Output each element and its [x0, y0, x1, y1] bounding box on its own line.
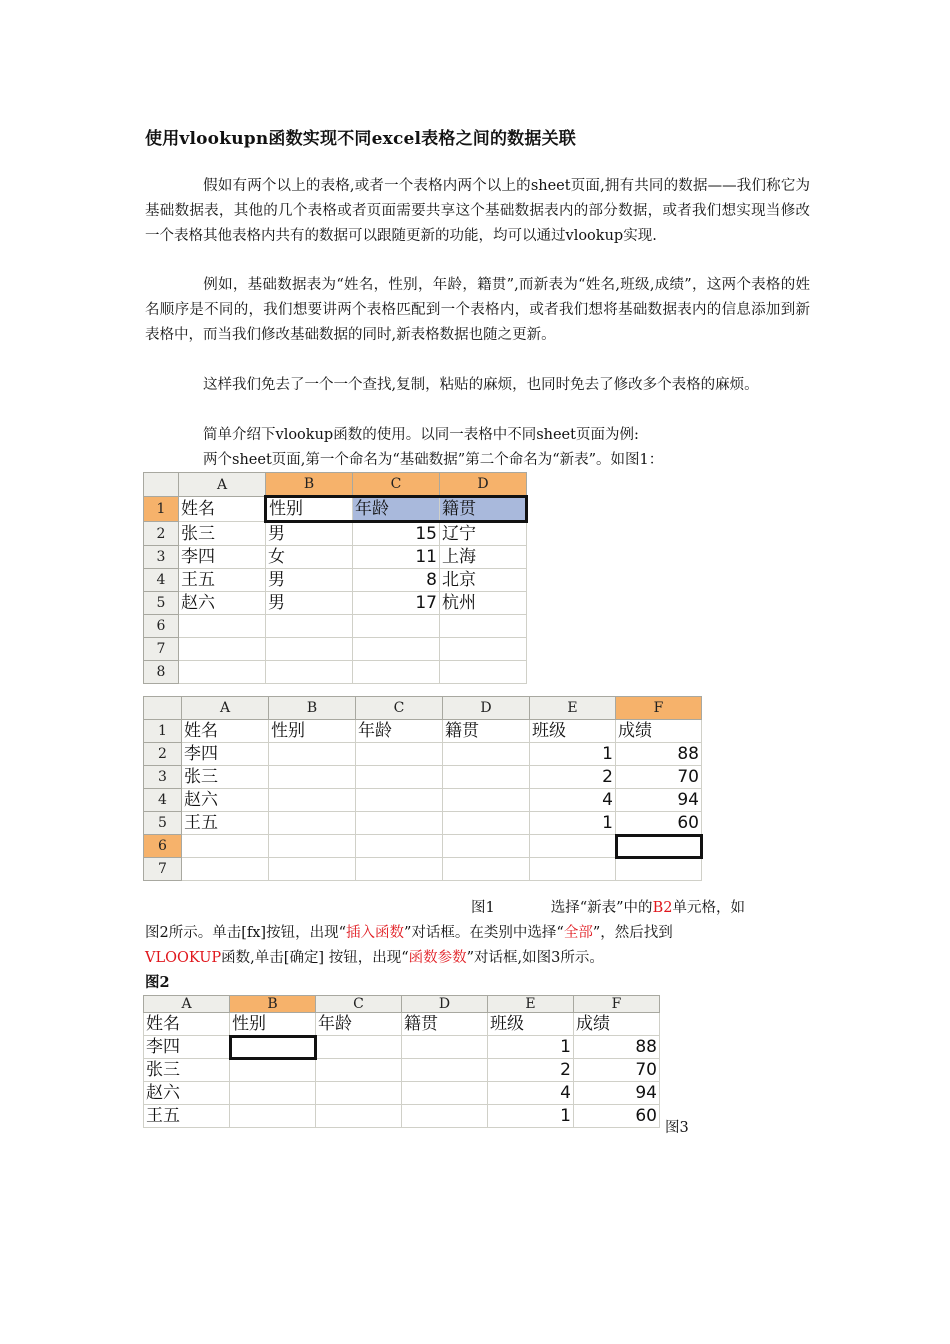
cell[interactable]: 赵六	[179, 592, 266, 615]
cell-ref-b2: B2	[652, 900, 673, 916]
cell-active-f6[interactable]	[616, 835, 702, 858]
cell[interactable]: 王五	[144, 1105, 230, 1128]
row-header[interactable]: 3	[144, 546, 179, 569]
cell[interactable]: 赵六	[182, 789, 269, 812]
cell[interactable]	[316, 1036, 402, 1059]
row-header[interactable]: 7	[144, 638, 179, 661]
cell[interactable]: 94	[574, 1082, 660, 1105]
cell[interactable]: 上海	[440, 546, 527, 569]
cell[interactable]: 籍贯	[443, 720, 530, 743]
cell[interactable]: 男	[266, 592, 353, 615]
paragraph-intro: 假如有两个以上的表格,或者一个表格内两个以上的sheet页面,拥有共同的数据——我们称它为基础数据表，其他的几个表格或者页面需要共享这个基础数据表内的部分数据，或者我们想实现当修改一个表格其他表格内共有的数据可以跟随更新的功能，均可以通过vlookup实现.	[145, 178, 810, 244]
col-header-a[interactable]: A	[179, 473, 266, 497]
cell[interactable]: 籍贯	[402, 1013, 488, 1036]
cell[interactable]: 1	[488, 1036, 574, 1059]
cell[interactable]	[179, 638, 266, 661]
cell[interactable]: 17	[353, 592, 440, 615]
cell[interactable]: 张三	[182, 766, 269, 789]
cell[interactable]	[356, 789, 443, 812]
instruction-text: 图2所示。单击[fx]按钮，出现“	[145, 925, 346, 941]
cell[interactable]: 李四	[144, 1036, 230, 1059]
col-header-f[interactable]: F	[616, 697, 702, 720]
col-header-a[interactable]: A	[144, 996, 230, 1013]
cell-selected[interactable]: 年龄	[353, 497, 440, 522]
cell[interactable]	[443, 858, 530, 881]
cell[interactable]: 班级	[530, 720, 616, 743]
cell[interactable]	[443, 766, 530, 789]
function-params-label: 函数参数	[408, 950, 467, 966]
row-header[interactable]: 3	[144, 766, 182, 789]
row-header[interactable]: 1	[144, 720, 182, 743]
cell[interactable]	[230, 1105, 316, 1128]
cell[interactable]: 8	[353, 569, 440, 592]
cell-active-b2[interactable]	[230, 1036, 316, 1059]
cell[interactable]: 李四	[182, 743, 269, 766]
cell[interactable]	[530, 858, 616, 881]
col-header-d[interactable]: D	[443, 697, 530, 720]
cell[interactable]	[182, 835, 269, 858]
cell[interactable]	[316, 1059, 402, 1082]
col-header-b[interactable]: B	[230, 996, 316, 1013]
cell[interactable]: 94	[616, 789, 702, 812]
cell[interactable]: 成绩	[574, 1013, 660, 1036]
cell[interactable]	[316, 1105, 402, 1128]
cell[interactable]: 70	[616, 766, 702, 789]
row-header[interactable]: 5	[144, 812, 182, 835]
cell[interactable]	[266, 638, 353, 661]
cell[interactable]: 性别	[230, 1013, 316, 1036]
instruction-text: ”对话框,如图3所示。	[466, 950, 604, 966]
cell[interactable]: 88	[574, 1036, 660, 1059]
cell[interactable]: 88	[616, 743, 702, 766]
insert-function-label: 插入函数	[346, 925, 404, 941]
cell[interactable]	[530, 835, 616, 858]
cell[interactable]: 11	[353, 546, 440, 569]
col-header-c[interactable]: C	[316, 996, 402, 1013]
cell-selected[interactable]: 性别	[266, 497, 353, 522]
vlookup-label: VLOOKUP	[145, 950, 222, 966]
cell[interactable]: 年龄	[316, 1013, 402, 1036]
figure-1-label: 图1	[471, 900, 495, 916]
row-header[interactable]: 2	[144, 743, 182, 766]
cell-selected[interactable]: 籍贯	[440, 497, 527, 522]
figure-2-label: 图2	[145, 974, 170, 991]
cell[interactable]	[356, 812, 443, 835]
cell[interactable]	[353, 661, 440, 684]
sheet-figure-2	[143, 995, 660, 1128]
cell[interactable]: 北京	[440, 569, 527, 592]
cell[interactable]: 70	[574, 1059, 660, 1082]
paragraph-sheets: 两个sheet页面,第一个命名为“基础数据”第二个命名为“新表”。如图1：	[203, 452, 664, 468]
cell[interactable]	[356, 858, 443, 881]
cell[interactable]	[316, 1082, 402, 1105]
cell[interactable]	[440, 615, 527, 638]
col-header-b[interactable]: B	[269, 697, 356, 720]
row-header[interactable]: 7	[144, 858, 182, 881]
cell[interactable]: 女	[266, 546, 353, 569]
figure-3-label: 图3	[665, 1120, 689, 1136]
cell[interactable]	[402, 1059, 488, 1082]
cell[interactable]: 2	[530, 766, 616, 789]
cell[interactable]: 成绩	[616, 720, 702, 743]
row-header[interactable]: 4	[144, 569, 179, 592]
row-header[interactable]: 6	[144, 615, 179, 638]
cell[interactable]	[402, 1105, 488, 1128]
page-title: 使用vlookupn函数实现不同excel表格之间的数据关联	[145, 129, 576, 149]
cell[interactable]: 4	[488, 1082, 574, 1105]
category-all-label: 全部	[563, 925, 593, 941]
cell[interactable]	[616, 858, 702, 881]
corner-cell[interactable]	[144, 697, 182, 720]
cell[interactable]: 男	[266, 569, 353, 592]
cell[interactable]: 李四	[179, 546, 266, 569]
cell[interactable]: 王五	[182, 812, 269, 835]
col-header-a[interactable]: A	[182, 697, 269, 720]
cell[interactable]	[353, 615, 440, 638]
cell[interactable]	[266, 661, 353, 684]
cell[interactable]: 姓名	[144, 1013, 230, 1036]
cell[interactable]	[230, 1082, 316, 1105]
row-header[interactable]: 6	[144, 835, 182, 858]
cell[interactable]	[269, 812, 356, 835]
col-header-f[interactable]: F	[574, 996, 660, 1013]
col-header-e[interactable]: E	[530, 697, 616, 720]
cell[interactable]: 男	[266, 522, 353, 546]
cell[interactable]	[179, 661, 266, 684]
cell[interactable]	[356, 766, 443, 789]
col-header-c[interactable]: C	[353, 473, 440, 497]
col-header-d[interactable]: D	[402, 996, 488, 1013]
row-header[interactable]: 5	[144, 592, 179, 615]
cell[interactable]	[356, 743, 443, 766]
cell[interactable]: 姓名	[182, 720, 269, 743]
sheet-new-table	[143, 696, 702, 881]
row-header[interactable]: 8	[144, 661, 179, 684]
caption-text: 单元格，如	[672, 900, 745, 916]
cell[interactable]: 赵六	[144, 1082, 230, 1105]
cell[interactable]: 杭州	[440, 592, 527, 615]
paragraph-example: 例如，基础数据表为“姓名，性别，年龄，籍贯”,而新表为“姓名,班级,成绩”，这两个表格的姓名顺序是不同的，我们想要讲两个表格匹配到一个表格内，或者我们想将基础数据表内的信息添加到新表格中，而当我们修改基础数据的同时,新表格数据也随之更新。	[145, 277, 810, 343]
instruction-text: ”，然后找到	[592, 925, 673, 941]
cell[interactable]	[443, 835, 530, 858]
cell[interactable]: 姓名	[179, 497, 266, 522]
row-header[interactable]: 4	[144, 789, 182, 812]
cell[interactable]: 辽宁	[440, 522, 527, 546]
cell[interactable]: 15	[353, 522, 440, 546]
cell[interactable]	[266, 615, 353, 638]
col-header-d[interactable]: D	[440, 473, 527, 497]
paragraph-howto: 简单介绍下vlookup函数的使用。以同一表格中不同sheet页面为例:	[203, 427, 639, 443]
paragraph-benefit: 这样我们免去了一个一个查找,复制，粘贴的麻烦，也同时免去了修改多个表格的麻烦。	[203, 377, 759, 393]
corner-cell[interactable]	[144, 473, 179, 497]
cell[interactable]	[440, 661, 527, 684]
cell[interactable]	[182, 858, 269, 881]
cell[interactable]: 60	[574, 1105, 660, 1128]
cell[interactable]	[269, 766, 356, 789]
cell[interactable]: 张三	[179, 522, 266, 546]
cell[interactable]	[356, 835, 443, 858]
cell[interactable]: 性别	[269, 720, 356, 743]
instruction-text: ”对话框。在类别中选择“	[404, 925, 564, 941]
cell[interactable]: 2	[488, 1059, 574, 1082]
cell[interactable]	[443, 789, 530, 812]
cell[interactable]	[269, 835, 356, 858]
cell[interactable]	[269, 789, 356, 812]
cell[interactable]	[443, 812, 530, 835]
cell[interactable]: 4	[530, 789, 616, 812]
figure-1-caption	[471, 896, 745, 920]
col-header-b[interactable]: B	[266, 473, 353, 497]
cell[interactable]	[402, 1082, 488, 1105]
cell[interactable]	[443, 743, 530, 766]
cell[interactable]: 年龄	[356, 720, 443, 743]
instruction-line-2	[145, 946, 604, 970]
col-header-e[interactable]: E	[488, 996, 574, 1013]
cell[interactable]: 张三	[144, 1059, 230, 1082]
cell[interactable]: 1	[488, 1105, 574, 1128]
cell[interactable]	[179, 615, 266, 638]
cell[interactable]: 60	[616, 812, 702, 835]
cell[interactable]: 班级	[488, 1013, 574, 1036]
cell[interactable]	[353, 638, 440, 661]
cell[interactable]	[269, 858, 356, 881]
caption-text: 选择“新表”中的	[550, 900, 653, 916]
cell[interactable]: 王五	[179, 569, 266, 592]
row-header[interactable]: 1	[144, 497, 179, 522]
cell[interactable]	[269, 743, 356, 766]
cell[interactable]	[230, 1059, 316, 1082]
cell[interactable]: 1	[530, 743, 616, 766]
row-header[interactable]: 2	[144, 522, 179, 546]
instruction-text: 函数,单击[确定] 按钮，出现“	[221, 950, 409, 966]
cell[interactable]	[440, 638, 527, 661]
cell[interactable]	[402, 1036, 488, 1059]
instruction-line-1	[145, 921, 673, 945]
sheet-base-data	[143, 472, 528, 684]
cell[interactable]: 1	[530, 812, 616, 835]
col-header-c[interactable]: C	[356, 697, 443, 720]
